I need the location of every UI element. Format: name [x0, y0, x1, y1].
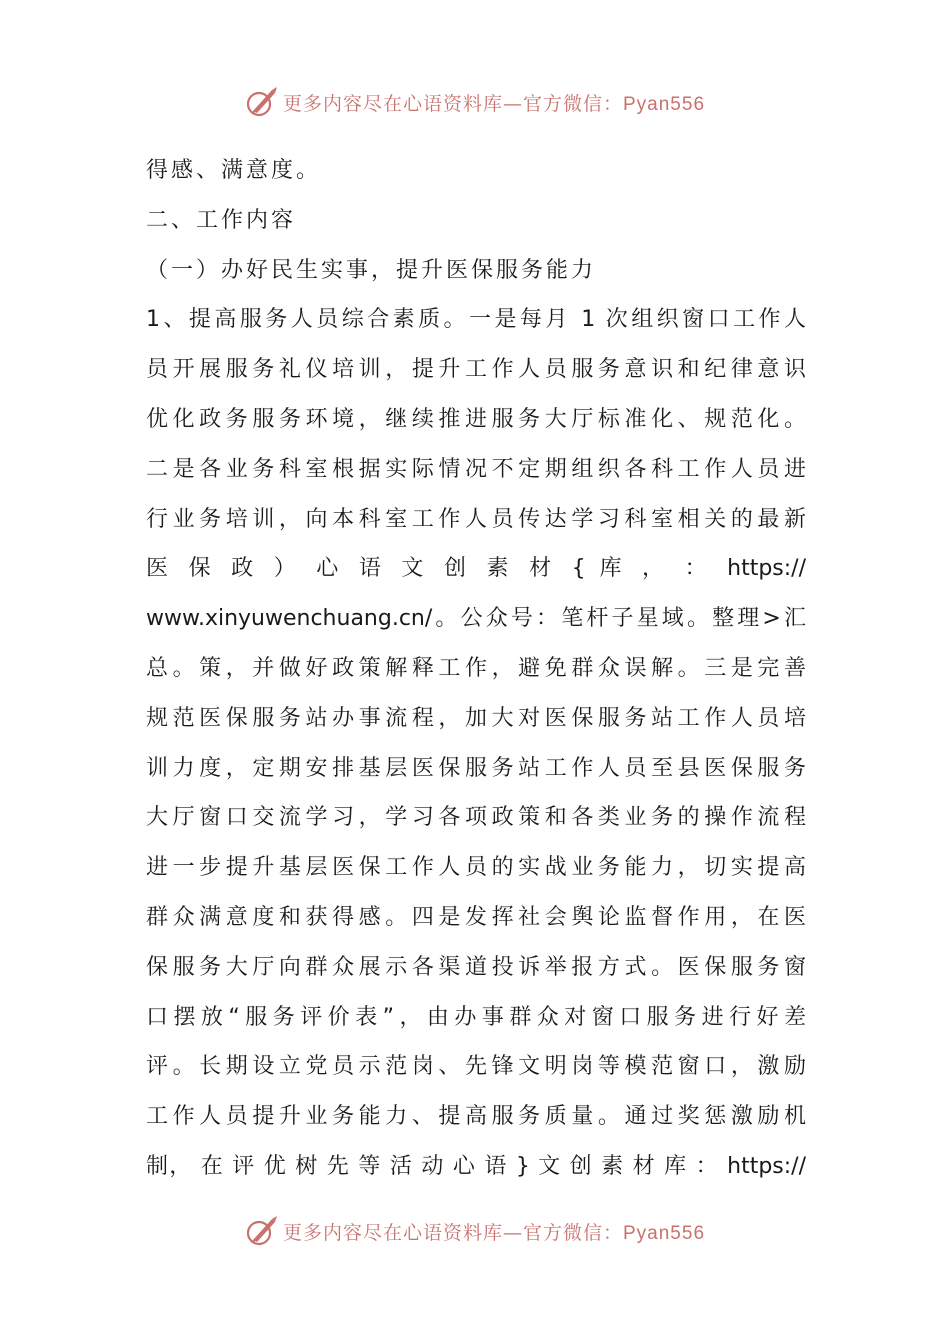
quill-pen-icon [245, 1214, 279, 1248]
banner-text: 更多内容尽在心语资料库—官方微信： [282, 1221, 623, 1244]
text-line: 二是各业务科室根据实际情况不定期组织各科工作人员进 [146, 456, 806, 482]
footer-banner [0, 1209, 950, 1253]
text-line: 总。策，并做好政策解释工作，避免群众误解。三是完善 [146, 655, 806, 681]
text-line: 制， 在 评 优 树 先 等 活 动 心 语 } 文 创 素 材 库 ： https:// [146, 1153, 806, 1179]
text-line: 优化政务服务环境，继续推进服务大厅标准化、规范化。 [146, 406, 806, 432]
text-line: 规范医保服务站办事流程，加大对医保服务站工作人员培 [146, 705, 806, 731]
text-line: www.xinyuwenchuang.cn/。公众号：笔杆子星域。整理>汇 [146, 606, 806, 632]
text-line: 口摆放“服务评价表”，由办事群众对窗口服务进行好差 [146, 1004, 806, 1030]
text-line: 保服务大厅向群众展示各渠道投诉举报方式。医保服务窗 [146, 954, 806, 980]
text-line: 训力度，定期安排基层医保服务站工作人员至县医保服务 [146, 755, 806, 781]
text-line: 医 保 政 ） 心 语 文 创 素 材 { 库 ， ： https:// [146, 556, 806, 582]
banner-wechat: Pyan556 [623, 1222, 706, 1244]
text-line: 得感、满意度。 [146, 158, 322, 183]
banner-wechat: Pyan556 [623, 93, 706, 115]
text-line: 工作人员提升业务能力、提高服务质量。通过奖惩激励机 [146, 1104, 806, 1130]
body-text [146, 146, 806, 1192]
quill-pen-icon [245, 85, 279, 119]
subsection-heading: （一）办好民生实事，提升医保服务能力 [146, 257, 597, 283]
text-line: 群众满意度和获得感。四是发挥社会舆论监督作用，在医 [146, 904, 806, 930]
text-line: 评。长期设立党员示范岗、先锋文明岗等模范窗口，激励 [146, 1054, 806, 1080]
text-line: 1、提高服务人员综合素质。一是每月 1 次组织窗口工作人 [146, 307, 806, 333]
text-line: 大厅窗口交流学习，学习各项政策和各类业务的操作流程 [146, 805, 806, 831]
section-heading: 二、工作内容 [146, 207, 297, 233]
text-line: 进一步提升基层医保工作人员的实战业务能力，切实提高 [146, 855, 806, 881]
header-banner [0, 80, 950, 124]
banner-text: 更多内容尽在心语资料库—官方微信： [282, 92, 623, 115]
text-line: 行业务培训，向本科室工作人员传达学习科室相关的最新 [146, 506, 806, 532]
text-line: 员开展服务礼仪培训，提升工作人员服务意识和纪律意识 [146, 357, 806, 383]
